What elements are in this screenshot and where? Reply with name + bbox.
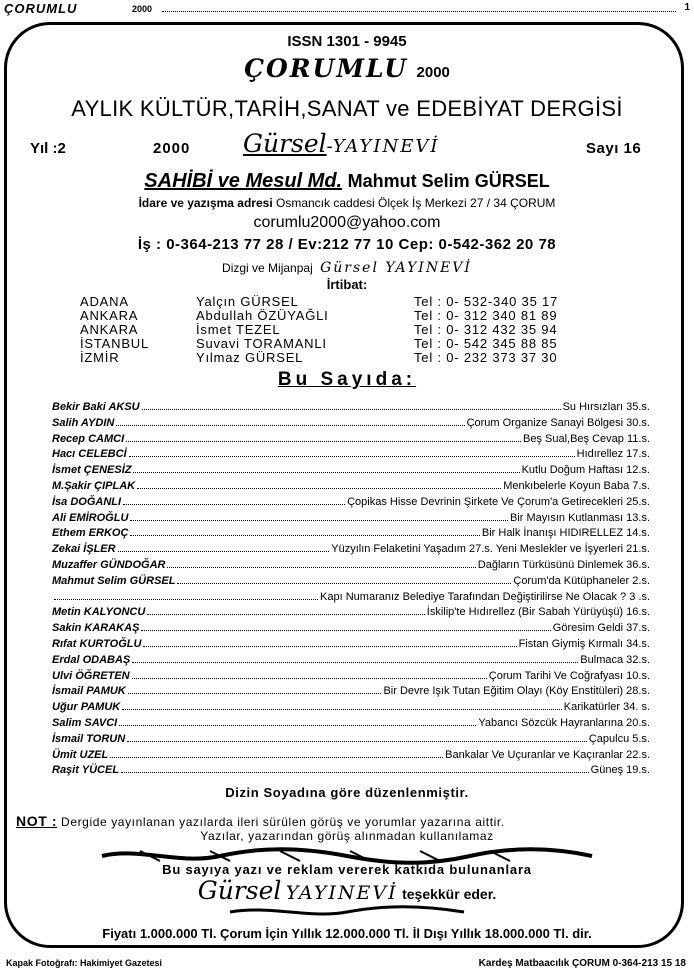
toc-author: Erdal ODABAŞ (52, 653, 131, 666)
price: Fiyatı 1.000.000 Tl. Çorum İçin Yıllık 12.000.000 Tl. İl Dışı Yıllık 18.000.000 Tl. dir. (102, 926, 592, 941)
toc-leader-dots (118, 550, 330, 552)
email: corumlu2000@yahoo.com (253, 214, 441, 231)
toc-author: Rıfat KURTOĞLU (52, 638, 142, 650)
liaison-city: ANKARA (80, 308, 139, 323)
toc-author: İsmet ÇENESİZ (52, 464, 132, 477)
toc-leader-dots (122, 708, 562, 710)
toc-article-title: Çorum'da Kütüphaneler 2.s. (513, 574, 650, 587)
toc-row (52, 414, 650, 429)
toc-author: Mahmut Selim GÜRSEL (52, 574, 176, 587)
toc-author: M.Şakir ÇIPLAK (52, 480, 136, 492)
liaison-tel: Tel : 0- 532-340 35 17 (414, 294, 559, 309)
toc-row (52, 445, 650, 460)
toc-row (52, 761, 650, 776)
toc-row (52, 746, 650, 761)
liaison-row (80, 294, 640, 308)
toc-article-title: Su Hırsızları 35.s. (562, 401, 650, 413)
thanks-line1: Bu sayıya yazı ve reklam vererek katkıda bulunanlara (162, 862, 532, 877)
toc-article-title: Çopikas Hisse Devrinin Şirkete Ve Çorum'a Getirecekleri 25.s. (347, 495, 650, 508)
toc-article-title: Kapı Numaranız Belediye Tarafından Değiştirilirse Ne Olacak ? 3 .s. (320, 590, 650, 603)
toc-leader-dots (110, 756, 443, 758)
toc-article-title: Yüzyılın Felaketini Yaşadım 27.s. Yeni Meslekler ve İşyerleri 21.s. (331, 543, 650, 556)
toc-author: Hacı CELEBCİ (52, 448, 127, 461)
toc-article-title: Kutlu Doğum Haftası 12.s. (521, 464, 650, 477)
typesetting-line (0, 260, 694, 276)
notice-label: NOT : (16, 813, 58, 829)
toc-article-title: Bir Mayısın Kutlanması 13.s. (510, 511, 650, 524)
toc-row (52, 556, 650, 571)
liaison-row (80, 336, 640, 350)
running-header (4, 2, 690, 18)
toc-leader-dots (133, 471, 519, 473)
toc-row (52, 619, 650, 634)
toc-author: Raşit YÜCEL (52, 764, 120, 777)
toc-article-title: Çorum Organize Sanayi Bölgesi 30.s. (466, 416, 650, 429)
thanks-brand-part1: Gürsel (197, 876, 282, 905)
owner-line (0, 170, 694, 193)
liaison-tel: Tel : 0- 542 345 88 85 (414, 336, 558, 351)
toc-leader-dots (143, 645, 516, 647)
toc-author: Sakin KARAKAŞ (52, 622, 140, 635)
thanks-brand-line (0, 876, 694, 905)
toc-list (52, 398, 650, 778)
toc-row (52, 461, 650, 476)
volume: Yıl :2 (30, 140, 66, 157)
toc-article-title: Bir Halk İnanışı HIDIRELLEZ 14.s. (481, 527, 650, 540)
toc-author: Salim SAVCI (52, 717, 118, 729)
toc-leader-dots (141, 629, 550, 631)
notice-text2: Yazılar, yazarından görüş alınmadan kullanılamaz (200, 829, 494, 843)
liaison-list (80, 294, 640, 364)
toc-leader-dots (167, 566, 475, 568)
toc-author: İsa DOĞANLI (52, 495, 122, 508)
liaison-tel: Tel : 0- 312 340 81 89 (414, 308, 558, 323)
toc-row (52, 651, 650, 666)
address-label: İdare ve yazışma adresi (138, 196, 273, 210)
toc-row (52, 588, 650, 603)
toc-article-title: İskilip'te Hıdırellez (Bir Sabah Yürüyüşü) 16.s. (426, 606, 650, 619)
masthead-logo (0, 54, 694, 83)
toc-leader-dots (129, 455, 575, 457)
toc-author: Recep CAMCI (52, 432, 125, 445)
toc-leader-dots (116, 424, 464, 426)
footer-right: Kardeş Matbaacılık ÇORUM 0-364-213 15 18 (478, 958, 686, 969)
toc-article-title: Göresim Geldi 37.s. (552, 622, 650, 635)
toc-article-title: Hıdırellez 17.s. (576, 448, 650, 461)
owner-label: SAHİBİ ve Mesul Md. (144, 170, 343, 192)
issn: ISSN 1301 - 9945 (287, 33, 407, 50)
phones (0, 236, 694, 256)
header-year: 2000 (132, 4, 153, 14)
toc-leader-dots (119, 724, 476, 726)
toc-row (52, 477, 650, 492)
toc-author: Ethem ERKOÇ (52, 527, 129, 540)
liaison-city: ANKARA (80, 322, 139, 337)
toc-article-title: Çapulcu 5.s. (588, 732, 650, 745)
toc-article-title: Çorum Tarihi Ve Coğrafyası 10.s. (488, 669, 650, 682)
toc-article-title: Menkıbelerle Koyun Baba 7.s. (503, 480, 650, 492)
toc-row (52, 430, 650, 445)
toc-author: Bekir Baki AKSU (52, 401, 140, 413)
liaison-title: İrtibat: (326, 277, 368, 292)
toc-leader-dots (54, 598, 318, 600)
owner-name: Mahmut Selim GÜRSEL (347, 171, 550, 191)
toc-article-title: Fistan Giymiş Kırmalı 34.s. (518, 638, 650, 650)
toc-leader-dots (132, 677, 487, 679)
liaison-row (80, 350, 640, 364)
toc-row (52, 698, 650, 713)
toc-article-title: Beş Sual,Beş Cevap 11.s. (523, 432, 650, 445)
address-line (0, 196, 694, 210)
publisher (243, 129, 440, 158)
typesetting-label: Dizgi ve Mijanpaj (222, 261, 313, 275)
toc-article-title: Güneş 19.s. (590, 764, 650, 777)
issue: Sayı 16 (586, 140, 642, 157)
liaison-tel: Tel : 0- 232 373 37 30 (414, 350, 558, 365)
toc-row (52, 572, 650, 587)
toc-author: Muzaffer GÜNDOĞAR (52, 559, 166, 571)
liaison-name: Suvavi TORAMANLI (196, 336, 327, 351)
toc-leader-dots (132, 661, 578, 663)
toc-leader-dots (121, 771, 589, 773)
toc-leader-dots (177, 582, 511, 584)
typesetting-name: Gürsel YAYINEVİ (320, 260, 472, 276)
logo-year: 2000 (416, 64, 450, 81)
toc-article-title: Bankalar Ve Uçuranlar ve Kaçıranlar 22.s. (445, 748, 650, 761)
phones-text: İş : 0-364-213 77 28 / Ev:212 77 10 Cep: 0-542-362 20 78 (137, 236, 557, 253)
toc-leader-dots (147, 613, 424, 615)
notice-line1 (16, 813, 676, 829)
address-text: Osmancık caddesi Ölçek İş Merkezi 27 / 34 ÇORUM (276, 196, 556, 210)
toc-leader-dots (126, 440, 521, 442)
toc-author: İsmail TORUN (52, 732, 126, 745)
toc-author: Salih AYDIN (52, 416, 115, 429)
header-rule (162, 11, 676, 12)
toc-leader-dots (127, 740, 587, 742)
header-logo: ÇORUMLU (4, 1, 78, 16)
toc-author: Metin KALYONCU (52, 606, 146, 619)
toc-title: Bu Sayıda: (277, 369, 417, 390)
thanks-brand-part2: YAYINEVİ (285, 882, 398, 904)
toc-article-title: Bir Devre Işık Tutan Eğitim Olayı (Köy Enstitüleri) 28.s. (383, 685, 650, 698)
toc-leader-dots (123, 503, 345, 505)
toc-author: Ümit UZEL (52, 748, 109, 761)
toc-leader-dots (128, 692, 382, 694)
toc-author: Ulvi ÖĞRETEN (52, 669, 130, 682)
page-number: 1 (684, 2, 690, 13)
decorative-band-lower (100, 905, 594, 919)
publisher-part1: Gürsel (243, 129, 327, 158)
toc-author: Uğur PAMUK (52, 701, 121, 714)
toc-row (52, 493, 650, 508)
masthead-year: 2000 (153, 140, 191, 157)
toc-author: Zekai İŞLER (52, 543, 116, 556)
liaison-name: İsmet TEZEL (196, 322, 281, 337)
toc-row (52, 667, 650, 682)
toc-row (52, 603, 650, 618)
toc-author: Ali EMİROĞLU (52, 511, 129, 524)
thanks-line2: teşekkür eder. (402, 886, 497, 902)
liaison-row (80, 322, 640, 336)
toc-leader-dots (130, 534, 479, 536)
liaison-name: Yılmaz GÜRSEL (196, 350, 304, 365)
liaison-city: ADANA (80, 294, 129, 309)
footer-left: Kapak Fotoğrafı: Hakimiyet Gazetesi (6, 958, 163, 968)
liaison-city: İZMİR (80, 350, 120, 365)
liaison-row (80, 308, 640, 322)
tagline: AYLIK KÜLTÜR,TARİH,SANAT ve EDEBİYAT DERGİSİ (71, 96, 623, 121)
toc-row (52, 635, 650, 650)
toc-note: Dizin Soyadına göre düzenlenmiştir. (225, 785, 469, 800)
toc-article-title: Yabancı Sözcük Hayranlarına 20.s. (478, 717, 650, 729)
toc-row (52, 540, 650, 555)
liaison-name: Abdullah ÖZÜYAĞLI (196, 308, 329, 323)
toc-author: İsmail PAMUK (52, 685, 126, 698)
logo-text: ÇORUMLU (244, 54, 409, 83)
toc-article-title: Karikatürler 34. s. (563, 701, 650, 714)
toc-row (52, 714, 650, 729)
toc-row (52, 398, 650, 413)
notice-text1: Dergide yayınlanan yazılarda ileri sürülen görüş ve yorumlar yazarına aittir. (61, 815, 505, 829)
toc-row (52, 730, 650, 745)
toc-article-title: Bulmaca 32.s. (580, 653, 650, 666)
toc-article-title: Dağların Türküsünü Dinlemek 36.s. (477, 559, 650, 571)
liaison-tel: Tel : 0- 312 432 35 94 (414, 322, 558, 337)
toc-leader-dots (130, 519, 508, 521)
toc-row (52, 682, 650, 697)
publisher-part2: -YAYINEVİ (326, 136, 440, 157)
liaison-name: Yalçın GÜRSEL (196, 294, 299, 309)
toc-row (52, 524, 650, 539)
toc-row (52, 509, 650, 524)
liaison-city: İSTANBUL (80, 336, 150, 351)
toc-leader-dots (142, 408, 561, 410)
toc-leader-dots (137, 487, 501, 489)
